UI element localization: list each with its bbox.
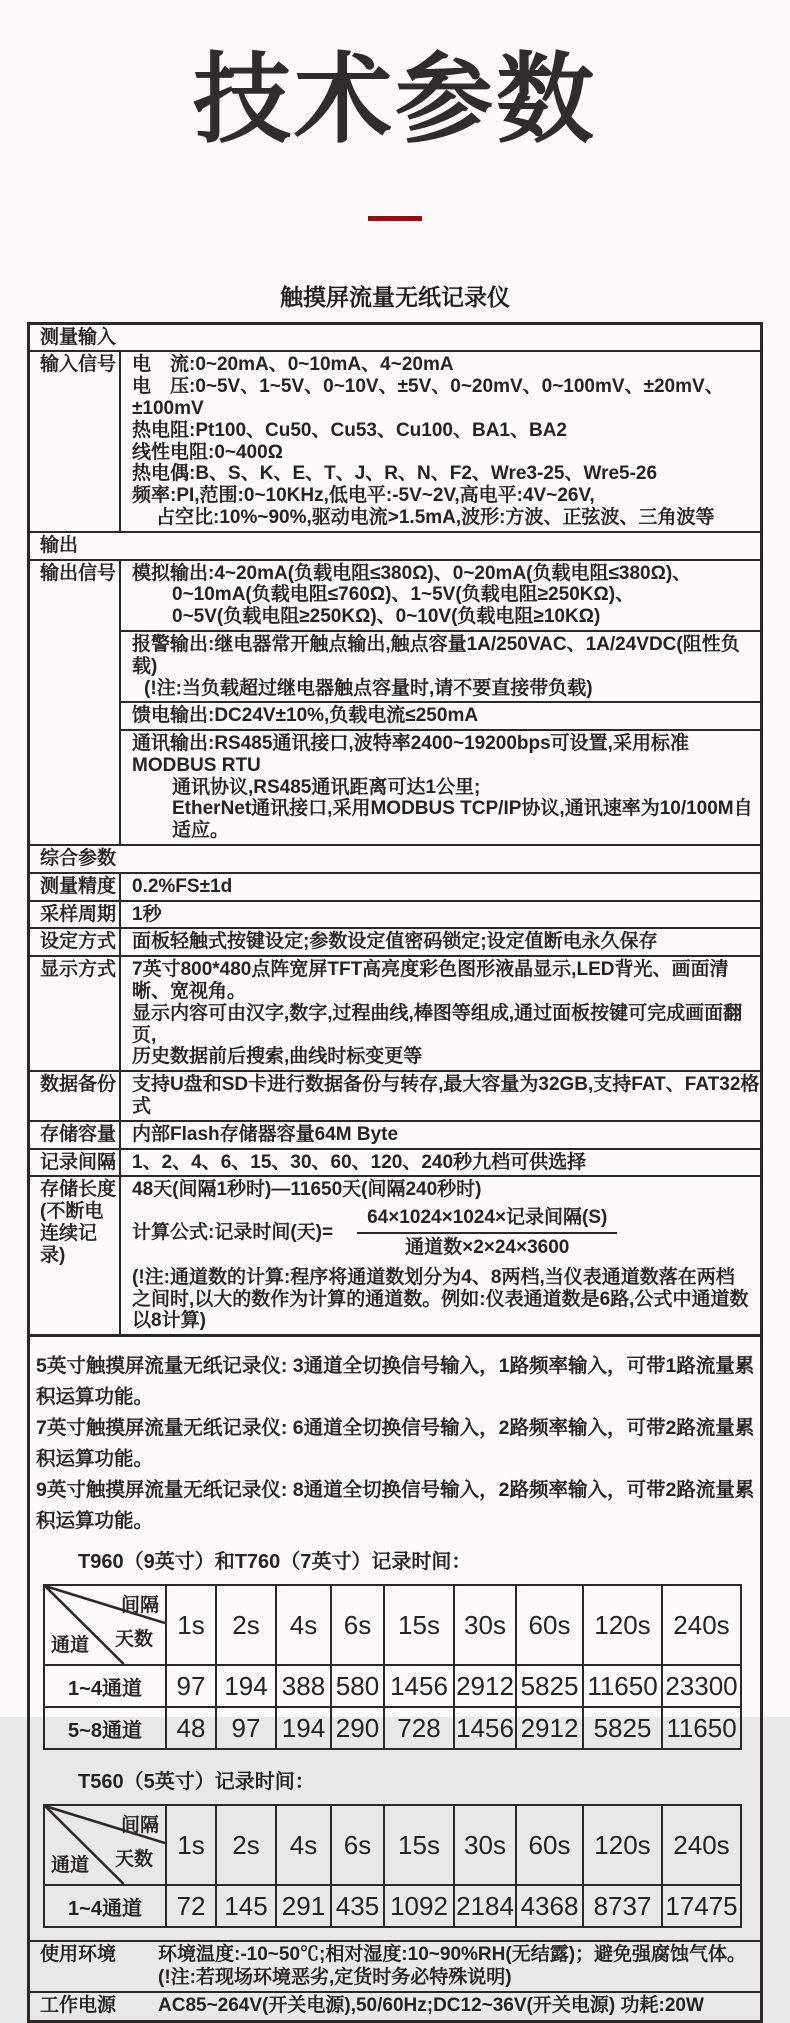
- section-header-output: 输出: [30, 533, 760, 561]
- red-dash-divider: [368, 216, 422, 221]
- alarm-line: 报警输出:继电器常开触点输出,触点容量1A/250VAC、1A/24VDC(阻性负载): [132, 633, 740, 677]
- corner-label-channel: 通道: [51, 1855, 90, 1877]
- cell-value: 4368: [516, 1885, 583, 1927]
- display-line: 7英寸800*480点阵宽屏TFT高亮度彩色图形液晶显示,LED背光、画面清晰、宽视角。: [132, 959, 729, 1003]
- cell-value: 2184: [454, 1885, 516, 1927]
- column-header: 60s: [516, 1805, 583, 1885]
- cell-value: 1092: [384, 1885, 454, 1927]
- row-value: 内部Flash存储器容量64M Byte: [132, 1123, 399, 1145]
- column-header: 6s: [331, 1585, 384, 1665]
- alarm-output-subrow: [121, 632, 760, 703]
- column-header: 2s: [216, 1585, 276, 1665]
- storage-label-line: 连续记录): [40, 1223, 98, 1266]
- row-label: 数据备份: [30, 1072, 121, 1120]
- row-label: 显示方式: [30, 957, 121, 1070]
- analog-line: 0~10mA(负载电阻≤760Ω)、1~5V(负载电阻≥250KΩ)、: [172, 584, 635, 606]
- cell-value: 1456: [384, 1665, 454, 1707]
- model-line: 9英寸触摸屏流量无纸记录仪: 8通道全切换信号输入，2路频率输入，可带2路流量累积运算功能。: [36, 1479, 755, 1533]
- cell-value: 194: [276, 1707, 331, 1749]
- table-row: [44, 1707, 741, 1749]
- row-label: 输入信号: [30, 352, 121, 530]
- display-line: 显示内容可由汉字,数字,过程曲线,棒图等组成,通过面板按键可完成画面翻页,: [132, 1002, 743, 1046]
- section-header-general: 综合参数: [30, 846, 760, 874]
- corner-label-days: 天数: [114, 1849, 153, 1871]
- input-signal-line: 占空比:10%~90%,驱动电流>1.5mA,波形:方波、正弦波、三角波等: [156, 506, 715, 528]
- feed-output-subrow: [121, 703, 760, 731]
- input-signal-line: 频率:PI,范围:0~10KHz,低电平:-5V~2V,高电平:4V~26V,: [132, 485, 595, 507]
- spec-table: [27, 322, 763, 1338]
- spec-row-display: [30, 957, 760, 1072]
- storage-label-line: (不断电: [40, 1201, 104, 1223]
- cell-value: 728: [384, 1707, 454, 1749]
- display-line: 历史数据前后搜索,曲线时标变更等: [132, 1046, 423, 1068]
- row-label: 工作电源: [40, 1995, 117, 2017]
- spec-row-sampling: [30, 902, 760, 930]
- row-value: [121, 352, 760, 530]
- row-header: 1~4通道: [44, 1885, 166, 1927]
- cell-value: 145: [216, 1885, 276, 1927]
- cell-value: 291: [276, 1885, 331, 1927]
- record-table-t560: [43, 1804, 742, 1928]
- corner-label-channel: 通道: [51, 1635, 90, 1657]
- column-header: 120s: [583, 1805, 662, 1885]
- cell-value: 5825: [583, 1707, 662, 1749]
- column-header: 240s: [662, 1585, 741, 1665]
- record-table-heading-t960-t760: T960（9英寸）和T760（7英寸）记录时间：: [78, 1551, 472, 1574]
- comm-line: 通讯协议,RS485通讯距离可达1公里;: [172, 776, 481, 798]
- storage-label-line: 存储长度: [40, 1179, 117, 1201]
- comm-line: 通讯输出:RS485通讯接口,波特率2400~19200bps可设置,采用标准MODBUS RTU: [132, 733, 689, 776]
- corner-label-interval: 间隔: [120, 1815, 159, 1837]
- comm-line: EtherNet通讯接口,采用MODBUS TCP/IP协议,通讯速率为10/100M自适应。: [172, 798, 753, 842]
- feed-line: 馈电输出:DC24V±10%,负载电流≤250mA: [132, 705, 479, 727]
- spec-row-output-signal: [30, 561, 760, 847]
- column-header: 4s: [276, 1585, 331, 1665]
- cell-value: 17475: [662, 1885, 741, 1927]
- fraction-denominator: 通道数×2×24×3600: [405, 1237, 570, 1259]
- column-header: 30s: [454, 1805, 516, 1885]
- analog-line: 模拟输出:4~20mA(负载电阻≤380Ω)、0~20mA(负载电阻≤380Ω)、: [132, 562, 692, 584]
- spec-row-capacity: [30, 1122, 760, 1150]
- column-header: 240s: [662, 1805, 741, 1885]
- row-value: 1、2、4、6、15、30、60、120、240秒九档可供选择: [132, 1151, 587, 1173]
- storage-note-line: (!注:通道数的计算:程序将通道数划分为4、8两档,当仪表通道数落在两档: [132, 1266, 735, 1288]
- row-label: 测量精度: [30, 874, 121, 900]
- environment-note-line: (!注:若现场环境恶劣,定货时务必特殊说明): [158, 1966, 512, 1988]
- diagonal-corner-cell: [44, 1585, 166, 1665]
- spec-row-backup: [30, 1072, 760, 1122]
- table-row: [44, 1885, 741, 1927]
- column-header: 120s: [583, 1585, 662, 1665]
- cell-value: 48: [166, 1707, 216, 1749]
- cell-value: 388: [276, 1665, 331, 1707]
- cell-value: 290: [331, 1707, 384, 1749]
- row-label: 记录间隔: [30, 1150, 121, 1176]
- storage-note-line: 以8计算): [132, 1310, 206, 1332]
- corner-label-days: 天数: [114, 1629, 153, 1651]
- cell-value: 2912: [454, 1665, 516, 1707]
- input-signal-line: 热电偶:B、S、K、E、T、J、R、N、F2、Wre3-25、Wre5-26: [132, 463, 658, 485]
- cell-value: 580: [331, 1665, 384, 1707]
- record-table-t960-t760: [43, 1584, 742, 1750]
- cell-value: 11650: [583, 1665, 662, 1707]
- spec-row-storage-length: [30, 1177, 760, 1334]
- storage-range-line: 48天(间隔1秒时)—11650天(间隔240秒时): [132, 1179, 482, 1201]
- formula-prefix: 计算公式:记录时间(天)=: [132, 1222, 334, 1244]
- storage-formula: [132, 1207, 760, 1259]
- row-label: 输出信号: [30, 561, 121, 845]
- analog-output-subrow: [121, 561, 760, 632]
- page-title: 技术参数: [192, 44, 597, 154]
- cell-value: 5825: [516, 1665, 583, 1707]
- cell-value: 72: [166, 1885, 216, 1927]
- cell-value: 11650: [662, 1707, 741, 1749]
- column-header: 6s: [331, 1805, 384, 1885]
- section-header-measure-input: 测量输入: [30, 325, 760, 353]
- cell-value: 1456: [454, 1707, 516, 1749]
- comm-output-subrow: [121, 731, 760, 844]
- cell-value: 97: [216, 1707, 276, 1749]
- column-header: 15s: [384, 1585, 454, 1665]
- spec-row-accuracy: [30, 874, 760, 902]
- storage-note: [132, 1267, 760, 1332]
- row-value: [121, 957, 760, 1070]
- row-value: 0.2%FS±1d: [132, 875, 233, 897]
- column-header: 4s: [276, 1805, 331, 1885]
- row-value: 1秒: [132, 903, 162, 925]
- environment-row: [30, 1940, 760, 1991]
- record-table-heading-t560: T560（5英寸）记录时间：: [78, 1771, 315, 1794]
- spec-row-interval: [30, 1150, 760, 1178]
- cell-value: 97: [166, 1665, 216, 1707]
- product-subtitle: 触摸屏流量无纸记录仪: [280, 283, 510, 310]
- cell-value: 435: [331, 1885, 384, 1927]
- row-label: 使用环境: [40, 1944, 117, 1966]
- column-header: 15s: [384, 1805, 454, 1885]
- column-header: 1s: [166, 1585, 216, 1665]
- input-signal-line: 电 压:0~5V、1~5V、0~10V、±5V、0~20mV、0~100mV、±20mV、±100mV: [132, 376, 724, 419]
- row-label: 设定方式: [30, 929, 121, 955]
- row-header: 1~4通道: [44, 1665, 166, 1707]
- spec-row-input-signal: [30, 352, 760, 532]
- spec-row-setting: [30, 929, 760, 957]
- model-line: 5英寸触摸屏流量无纸记录仪: 3通道全切换信号输入，1路频率输入，可带1路流量累积运算功能。: [36, 1355, 755, 1409]
- column-header: 30s: [454, 1585, 516, 1665]
- column-header: 60s: [516, 1585, 583, 1665]
- input-signal-line: 热电阻:Pt100、Cu50、Cu53、Cu100、BA1、BA2: [132, 419, 567, 441]
- input-signal-line: 线性电阻:0~400Ω: [132, 441, 283, 463]
- fraction-numerator: 64×1024×1024×记录间隔(S): [357, 1207, 617, 1234]
- formula-fraction: [357, 1207, 617, 1259]
- row-label: [30, 1177, 121, 1334]
- model-summary: [30, 1337, 760, 1537]
- model-line: 7英寸触摸屏流量无纸记录仪: 6通道全切换信号输入，2路频率输入，可带2路流量累积运算功能。: [36, 1417, 755, 1471]
- cell-value: 2912: [516, 1707, 583, 1749]
- alarm-note-line: (!注:当负载超过继电器触点容量时,请不要直接带负载): [144, 677, 593, 699]
- row-value: 面板轻触式按键设定;参数设定值密码锁定;设定值断电永久保存: [132, 931, 658, 953]
- analog-line: 0~5V(负载电阻≥250KΩ)、0~10V(负载电阻≥10KΩ): [172, 606, 601, 628]
- row-value: [121, 561, 760, 845]
- power-line: AC85~264V(开关电源),50/60Hz;DC12~36V(开关电源) 功耗:20W: [158, 1995, 704, 2017]
- row-header: 5~8通道: [44, 1707, 166, 1749]
- record-time-box: [27, 1337, 763, 2023]
- row-value: [121, 1177, 760, 1334]
- storage-note-line: 之间时,以大的数作为计算的通道数。例如:仪表通道数是6路,公式中通道数: [132, 1288, 749, 1310]
- row-label: 存储容量: [30, 1122, 121, 1148]
- cell-value: 8737: [583, 1885, 662, 1927]
- power-row: [30, 1991, 760, 2020]
- column-header: 1s: [166, 1805, 216, 1885]
- environment-line: 环境温度:-10~50℃;相对湿度:10~90%RH(无结露)；避免强腐蚀气体。: [158, 1944, 747, 1966]
- column-header: 2s: [216, 1805, 276, 1885]
- table-row: [44, 1665, 741, 1707]
- row-value: [130, 1995, 760, 2018]
- row-label: 采样周期: [30, 902, 121, 928]
- cell-value: 194: [216, 1665, 276, 1707]
- cell-value: 23300: [662, 1665, 741, 1707]
- diagonal-corner-cell: [44, 1805, 166, 1885]
- corner-label-interval: 间隔: [120, 1595, 159, 1617]
- input-signal-line: 电 流:0~20mA、0~10mA、4~20mA: [132, 354, 454, 376]
- row-value: 支持U盘和SD卡进行数据备份与转存,最大容量为32GB,支持FAT、FAT32格式: [132, 1074, 760, 1118]
- row-value: [130, 1944, 760, 1989]
